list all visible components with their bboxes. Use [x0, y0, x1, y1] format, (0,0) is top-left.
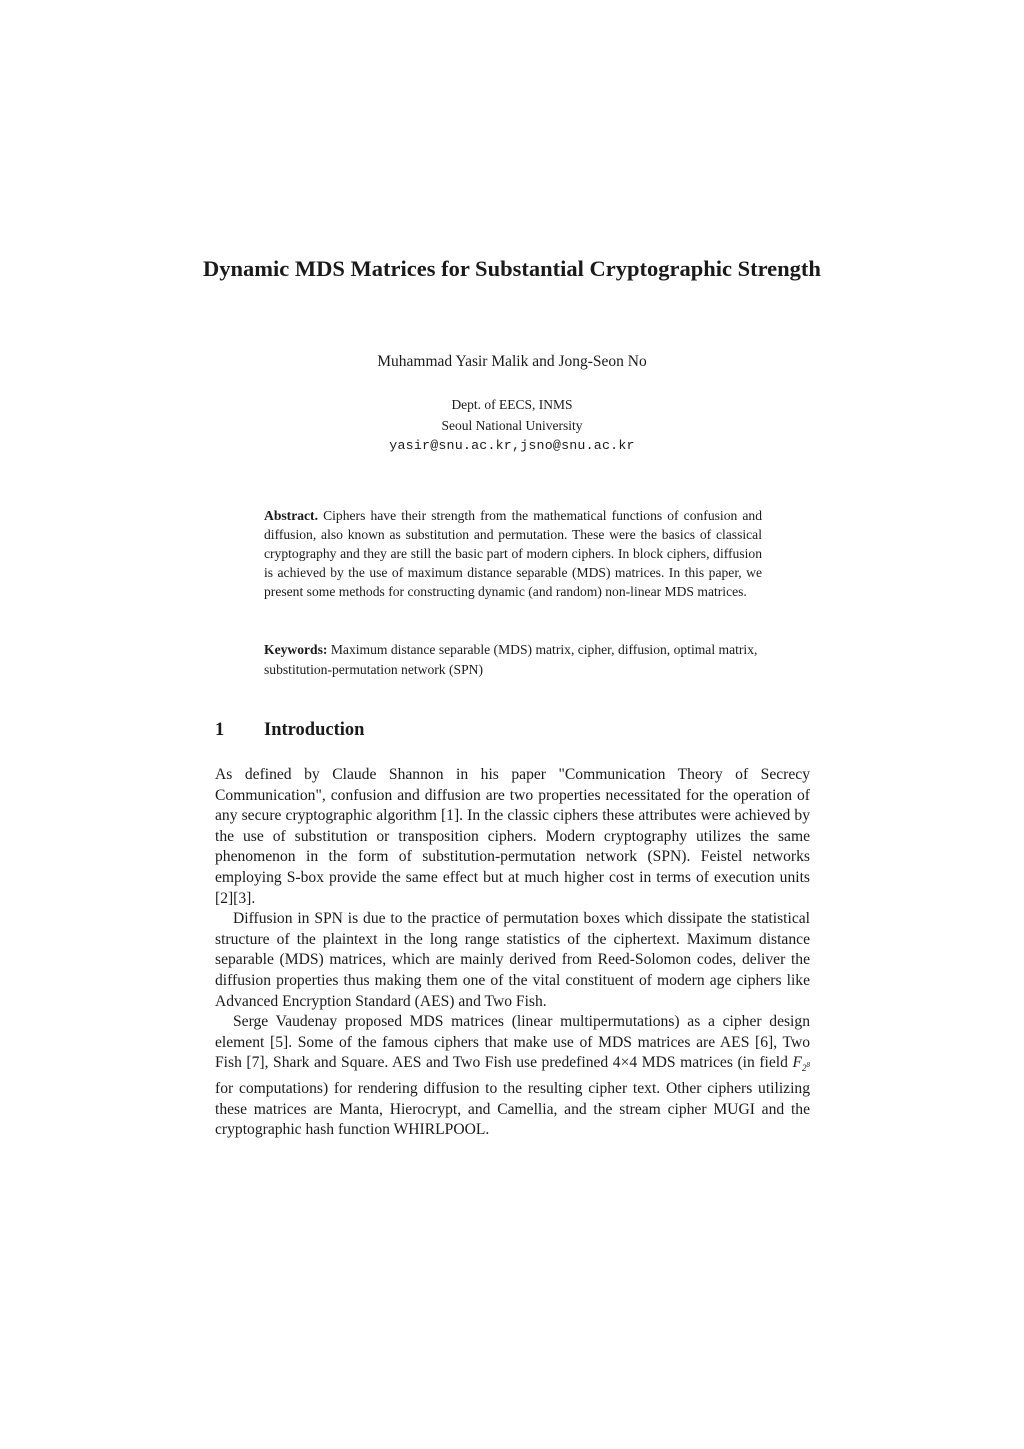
abstract-label: Abstract.: [264, 508, 318, 523]
paragraph-2: Diffusion in SPN is due to the practice of permutation boxes which dissipate the statistical structure of the plaintext in the long range statistics of the ciphertext. Maximum distance separable (MDS) matrices, which are mainly derived from Reed-Solomon codes, deliver the diffusion properties thus making them one of the vital constituent of modern age ciphers like Advanced Encryption Standard (AES) and Two Fish.: [215, 910, 810, 1010]
author-list: Muhammad Yasir Malik and Jong-Seon No: [377, 353, 647, 370]
paragraph-1: As defined by Claude Shannon in his paper "Communication Theory of Secrecy Communication", confusion and diffusion are two properties necessitated for the operation of any secure cryptographic algorithm [1]. In the classic ciphers these attributes were achieved by the use of substitution or transposition ciphers. Modern cryptography utilizes the same phenomenon in the form of substitution-permutation network (SPN). Feistel networks employing S-box provide the same effect but at much higher cost in terms of execution units [2][3].: [215, 766, 810, 907]
section-title: Introduction: [264, 720, 365, 740]
paragraph-3: [215, 1012, 810, 1141]
author-emails: yasir@snu.ac.kr,jsno@snu.ac.kr: [389, 438, 635, 453]
abstract: [264, 506, 762, 601]
paper-title: Dynamic MDS Matrices for Substantial Cryptographic Strength: [203, 256, 821, 281]
keywords: [264, 640, 762, 679]
affiliation-block: [160, 395, 864, 457]
abstract-text: Ciphers have their strength from the mathematical functions of confusion and diffusion, also known as substitution and permutation. These were the basics of classical cryptography and they are still the basic part of modern ciphers. In block ciphers, diffusion is achieved by the use of maximum distance separable (MDS) matrices. In this paper, we present some methods for constructing dynamic (and random) non-linear MDS matrices.: [264, 508, 762, 599]
field-sup: 8: [806, 1061, 810, 1070]
field-base: F: [792, 1054, 802, 1072]
affiliation-dept: Dept. of EECS, INMS: [451, 397, 573, 412]
keywords-label: Keywords:: [264, 642, 328, 657]
paragraph-3-start: Serge Vaudenay proposed MDS matrices (linear multipermutations) as a cipher design element [5]. Some of the famous ciphers that make use of MDS matrices are AES [6], Two Fish [7], Shark and Square. AES and Two Fish use predefined 4×4 MDS matrices (in field: [215, 1013, 810, 1072]
paragraph-3-end: for computations) for rendering diffusion to the resulting cipher text. Other ciphers utilizing these matrices are Manta, Hierocrypt, and Camellia, and the stream cipher MUGI and the cryptographic hash function WHIRLPOOL.: [215, 1080, 810, 1139]
section-body: [215, 765, 810, 1141]
field-sub: 2: [802, 1063, 807, 1074]
affiliation-university: Seoul National University: [441, 417, 583, 433]
section-heading: [215, 720, 364, 741]
field-notation: [792, 1054, 810, 1074]
section-number: 1: [215, 720, 225, 740]
keywords-text: Maximum distance separable (MDS) matrix, cipher, diffusion, optimal matrix, substitution-permutation network (SPN): [264, 642, 758, 677]
